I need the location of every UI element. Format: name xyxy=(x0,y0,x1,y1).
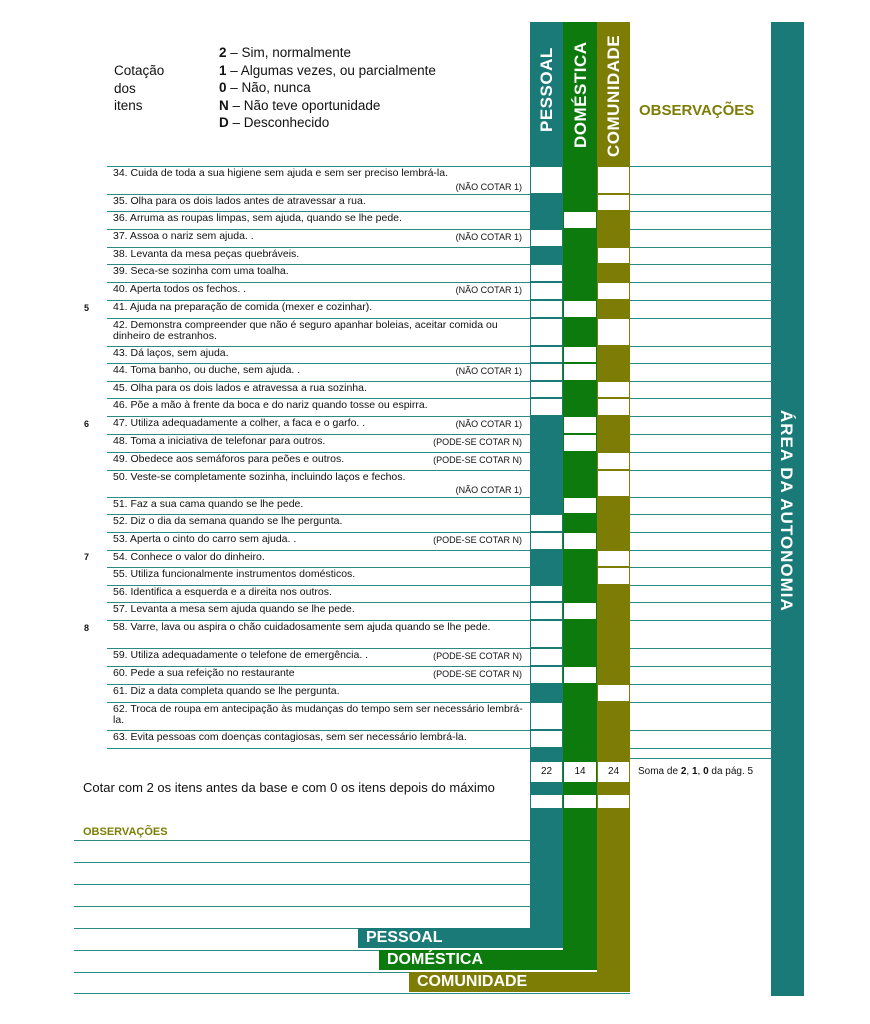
row-line xyxy=(107,730,530,731)
item-row xyxy=(107,211,530,229)
legend-codes xyxy=(219,44,436,132)
score-cell[interactable] xyxy=(598,471,629,496)
score-cell[interactable] xyxy=(564,667,596,683)
score-cell[interactable] xyxy=(598,319,629,345)
row-line xyxy=(107,416,530,417)
observacoes-header: OBSERVAÇÕES xyxy=(639,102,755,119)
item-text: 51. Faz a sua cama quando se lhe pede. xyxy=(113,498,304,510)
row-line xyxy=(107,648,530,649)
row-line xyxy=(107,434,530,435)
item-row xyxy=(107,434,530,452)
legend-code xyxy=(219,114,436,132)
item-row xyxy=(107,532,530,550)
score-cell[interactable] xyxy=(531,283,562,299)
obs-row-line xyxy=(630,381,772,382)
score-cell[interactable] xyxy=(564,212,596,228)
score-cell[interactable] xyxy=(531,399,562,415)
row-line xyxy=(107,702,530,703)
obs-row-line xyxy=(630,602,772,603)
obs-row-line xyxy=(630,398,772,399)
row-line xyxy=(107,666,530,667)
item-row xyxy=(107,497,530,514)
score-cell[interactable] xyxy=(564,533,596,549)
item-note: (NÃO COTAR 1) xyxy=(455,366,522,376)
row-line xyxy=(107,247,530,248)
row-line xyxy=(107,194,530,195)
obs-row-line xyxy=(630,514,772,515)
score-cell[interactable] xyxy=(531,603,562,619)
score-cell[interactable] xyxy=(531,621,562,647)
obs-row-line xyxy=(630,434,772,435)
obs-row-line xyxy=(630,648,772,649)
row-line xyxy=(107,585,530,586)
totals-key-2: 2 xyxy=(680,766,687,777)
score-cell[interactable] xyxy=(598,453,629,469)
item-note: (PODE-SE COTAR N) xyxy=(433,651,522,661)
item-row xyxy=(107,194,530,211)
row-line xyxy=(107,602,530,603)
score-cell[interactable] xyxy=(598,568,629,584)
item-row xyxy=(107,470,530,497)
score-cell[interactable] xyxy=(531,347,562,362)
obs-row-line xyxy=(630,470,772,471)
item-row xyxy=(107,666,530,684)
item-text: 50. Veste-se completamente sozinha, incluindo laços e fechos. xyxy=(113,471,406,483)
score-cell[interactable] xyxy=(564,417,596,433)
obs-row-line xyxy=(630,585,772,586)
obs-row-line xyxy=(630,550,772,551)
domestica-column xyxy=(563,22,597,970)
row-line xyxy=(107,264,530,265)
obs-row-line xyxy=(630,264,772,265)
item-row xyxy=(107,567,530,585)
item-text: 49. Obedece aos semáforos para peões e outros. xyxy=(113,453,345,465)
score-cell[interactable] xyxy=(531,319,562,345)
legend-title xyxy=(114,62,164,115)
item-note: (NÃO COTAR 1) xyxy=(455,182,522,192)
item-text: 63. Evita pessoas com doenças contagiosas, sem ser necessário lembrá-la. xyxy=(113,731,467,743)
obs-line xyxy=(74,906,530,907)
score-cell[interactable] xyxy=(531,586,562,601)
bottom-pessoal-label: PESSOAL xyxy=(366,929,443,946)
row-line xyxy=(107,567,530,568)
score-cell[interactable] xyxy=(531,382,562,397)
row-line xyxy=(107,346,530,347)
item-text: 46. Põe a mão à frente da boca e do nariz quando tosse ou espirra. xyxy=(113,399,428,411)
item-text: 43. Dá laços, sem ajuda. xyxy=(113,347,229,359)
score-cell[interactable] xyxy=(598,248,629,263)
item-text: 34. Cuida de toda a sua higiene sem ajuda e sem ser preciso lembrá-la. xyxy=(113,167,449,179)
legend-code xyxy=(219,97,436,115)
legend-title-line: dos xyxy=(114,80,136,96)
item-row xyxy=(107,602,530,620)
item-row xyxy=(107,166,530,194)
item-text: 48. Toma a iniciativa de telefonar para outros. xyxy=(113,435,326,447)
item-row xyxy=(107,585,530,602)
obs-row-line xyxy=(630,166,772,167)
totals-note xyxy=(638,766,753,777)
row-line xyxy=(107,514,530,515)
item-row xyxy=(107,416,530,434)
score-cell[interactable] xyxy=(531,731,562,747)
observacoes-label: OBSERVAÇÕES xyxy=(83,826,168,838)
score-cell[interactable] xyxy=(531,167,562,193)
row-line xyxy=(107,363,530,364)
row-line xyxy=(107,229,530,230)
obs-row-line xyxy=(630,229,772,230)
legend-code xyxy=(219,79,436,97)
totals-note-suffix: da pág. 5 xyxy=(708,766,754,777)
item-row xyxy=(107,684,530,702)
score-cell[interactable] xyxy=(564,603,596,619)
instruction-text: Cotar com 2 os itens antes da base e com 0 os itens depois do máximo xyxy=(83,780,495,795)
item-text: 41. Ajuda na preparação de comida (mexer e cozinhar). xyxy=(113,301,373,313)
score-cell[interactable] xyxy=(531,649,562,665)
obs-row-line xyxy=(630,282,772,283)
obs-row-line xyxy=(630,452,772,453)
score-cell[interactable] xyxy=(531,364,562,380)
totals-sep: , xyxy=(697,766,704,777)
score-cell[interactable] xyxy=(531,533,562,549)
code-key: 1 xyxy=(219,62,227,78)
code-key: D xyxy=(219,115,229,130)
code-text: – Não, nunca xyxy=(226,80,311,95)
item-row xyxy=(107,264,530,282)
item-text: 60. Pede a sua refeição no restaurante xyxy=(113,667,295,679)
row-line xyxy=(107,318,530,319)
legend-title-line: Cotação xyxy=(114,63,165,78)
item-row xyxy=(107,620,530,648)
item-text: 45. Olha para os dois lados e atravessa a rua sozinha. xyxy=(113,382,367,394)
item-row xyxy=(107,300,530,318)
obs-row-line xyxy=(630,748,772,749)
item-note: (NÃO COTAR 1) xyxy=(455,285,522,295)
legend-code xyxy=(219,62,436,80)
item-row xyxy=(107,514,530,532)
obs-row-line xyxy=(630,300,772,301)
score-cell[interactable] xyxy=(598,195,629,210)
item-text: 58. Varre, lava ou aspira o chão cuidadosamente sem ajuda quando se lhe pede. xyxy=(113,621,491,633)
score-cell[interactable] xyxy=(564,301,596,317)
bottom-comunidade-label: COMUNIDADE xyxy=(417,973,528,990)
score-cell[interactable] xyxy=(598,283,629,299)
header-domestica: DOMÉSTICA xyxy=(571,41,590,149)
item-note: (PODE-SE COTAR N) xyxy=(433,455,522,465)
code-text: – Sim, normalmente xyxy=(226,45,352,60)
item-row xyxy=(107,363,530,381)
item-text: 47. Utiliza adequadamente a colher, a faca e o garfo. . xyxy=(113,417,366,429)
item-row xyxy=(107,229,530,247)
legend-code xyxy=(219,44,436,62)
blank-cell xyxy=(531,795,562,808)
score-cell[interactable] xyxy=(531,515,562,531)
item-text: 39. Seca-se sozinha com uma toalha. xyxy=(113,265,289,277)
item-row xyxy=(107,648,530,666)
score-cell[interactable] xyxy=(531,667,562,683)
obs-row-line xyxy=(630,497,772,498)
row-line xyxy=(107,381,530,382)
item-row xyxy=(107,452,530,470)
score-cell[interactable] xyxy=(598,382,629,397)
obs-row-line xyxy=(630,211,772,212)
section-marker: 7 xyxy=(84,552,90,562)
item-row xyxy=(107,381,530,398)
obs-row-line xyxy=(630,532,772,533)
item-text: 44. Toma banho, ou duche, sem ajuda. . xyxy=(113,364,301,376)
item-row xyxy=(107,346,530,363)
obs-row-line xyxy=(630,702,772,703)
blank-cell xyxy=(564,795,596,808)
item-text: 54. Conhece o valor do dinheiro. xyxy=(113,551,265,563)
area-label: ÁREA DA AUTONOMIA xyxy=(777,410,796,612)
obs-row-line xyxy=(630,758,772,759)
score-cell[interactable] xyxy=(598,399,629,415)
score-cell[interactable] xyxy=(531,230,562,246)
item-text: 61. Diz a data completa quando se lhe pergunta. xyxy=(113,685,340,697)
row-line xyxy=(107,211,530,212)
item-row xyxy=(107,247,530,264)
item-text: 59. Utiliza adequadamente o telefone de emergência. . xyxy=(113,649,369,661)
row-line xyxy=(107,282,530,283)
row-line xyxy=(107,452,530,453)
code-key: 2 xyxy=(219,45,227,60)
item-text: 52. Diz o dia da semana quando se lhe pergunta. xyxy=(113,515,343,527)
obs-line xyxy=(74,993,630,994)
obs-row-line xyxy=(630,346,772,347)
totals-key-0: 0 xyxy=(703,766,709,777)
obs-row-line xyxy=(630,318,772,319)
item-text: 42. Demonstra compreender que não é seguro apanhar boleias, aceitar comida ou dinheiro de estranhos. xyxy=(113,319,498,342)
item-note: (PODE-SE COTAR N) xyxy=(433,535,522,545)
obs-line xyxy=(74,862,530,863)
row-line xyxy=(107,620,530,621)
item-text: 55. Utiliza funcionalmente instrumentos domésticos. xyxy=(113,568,356,580)
obs-line xyxy=(74,884,530,885)
row-line xyxy=(107,748,530,749)
code-key: N xyxy=(219,97,229,113)
row-line xyxy=(107,470,530,471)
item-note: (PODE-SE COTAR N) xyxy=(433,669,522,679)
item-row xyxy=(107,730,530,748)
item-row xyxy=(107,282,530,300)
obs-row-line xyxy=(630,730,772,731)
total-comunidade: 24 xyxy=(607,766,620,777)
score-cell[interactable] xyxy=(598,685,629,701)
item-text: 35. Olha para os dois lados antes de atravessar a rua. xyxy=(113,195,366,207)
totals-note-prefix: Soma de xyxy=(638,766,681,777)
score-cell[interactable] xyxy=(564,364,596,380)
bottom-domestica-label: DOMÉSTICA xyxy=(387,951,483,968)
obs-row-line xyxy=(630,194,772,195)
score-cell[interactable] xyxy=(598,167,629,193)
code-text: – Algumas vezes, ou parcialmente xyxy=(226,62,436,78)
row-line xyxy=(107,398,530,399)
item-note: (PODE-SE COTAR N) xyxy=(433,437,522,447)
section-marker: 6 xyxy=(84,419,90,429)
obs-row-line xyxy=(630,416,772,417)
obs-line xyxy=(74,840,530,841)
row-line xyxy=(107,684,530,685)
score-cell[interactable] xyxy=(598,551,629,566)
header-pessoal: PESSOAL xyxy=(537,47,556,133)
row-line xyxy=(107,300,530,301)
section-marker: 5 xyxy=(84,303,90,313)
item-text: 38. Levanta da mesa peças quebráveis. xyxy=(113,248,300,260)
item-note: (NÃO COTAR 1) xyxy=(455,419,522,429)
code-key: 0 xyxy=(219,80,227,95)
total-domestica: 14 xyxy=(574,766,586,777)
pessoal-column xyxy=(530,22,563,948)
item-text: 57. Levanta a mesa sem ajuda quando se lhe pede. xyxy=(113,603,355,615)
item-note: (NÃO COTAR 1) xyxy=(455,485,522,495)
item-text: 37. Assoa o nariz sem ajuda. . xyxy=(113,230,254,242)
row-line xyxy=(107,550,530,551)
item-text: 62. Troca de roupa em antecipação às mudanças do tempo sem ser necessário lembrá-la. xyxy=(113,703,523,726)
obs-row-line xyxy=(630,247,772,248)
legend-title-line: itens xyxy=(114,98,143,113)
obs-row-line xyxy=(630,363,772,364)
score-cell[interactable] xyxy=(564,498,596,513)
item-text: 53. Aperta o cinto do carro sem ajuda. . xyxy=(113,533,297,545)
total-pessoal: 22 xyxy=(540,766,553,777)
score-cell[interactable] xyxy=(531,265,562,281)
item-row xyxy=(107,398,530,416)
row-line xyxy=(107,532,530,533)
header-comunidade: COMUNIDADE xyxy=(604,34,623,158)
item-row xyxy=(107,550,530,567)
blank-cell xyxy=(598,795,629,808)
item-note: (NÃO COTAR 1) xyxy=(455,232,522,242)
score-cell[interactable] xyxy=(564,347,596,362)
obs-row-line xyxy=(630,666,772,667)
obs-row-line xyxy=(630,620,772,621)
row-line xyxy=(107,166,530,167)
obs-row-line xyxy=(630,684,772,685)
score-cell[interactable] xyxy=(531,703,562,729)
totals-sep: , xyxy=(686,766,692,777)
section-marker: 8 xyxy=(84,623,90,633)
item-row xyxy=(107,702,530,730)
item-text: 36. Arruma as roupas limpas, sem ajuda, quando se lhe pede. xyxy=(113,212,402,224)
score-cell[interactable] xyxy=(531,301,562,317)
obs-row-line xyxy=(630,567,772,568)
item-row xyxy=(107,318,530,346)
item-text: 40. Aperta todos os fechos. . xyxy=(113,283,247,295)
row-line xyxy=(107,497,530,498)
code-text: – Desconhecido xyxy=(228,115,330,130)
totals-key-1: 1 xyxy=(691,766,698,777)
item-text: 56. Identifica a esquerda e a direita nos outros. xyxy=(113,586,332,598)
score-cell[interactable] xyxy=(564,435,596,451)
code-text: – Não teve oportunidade xyxy=(228,97,381,113)
